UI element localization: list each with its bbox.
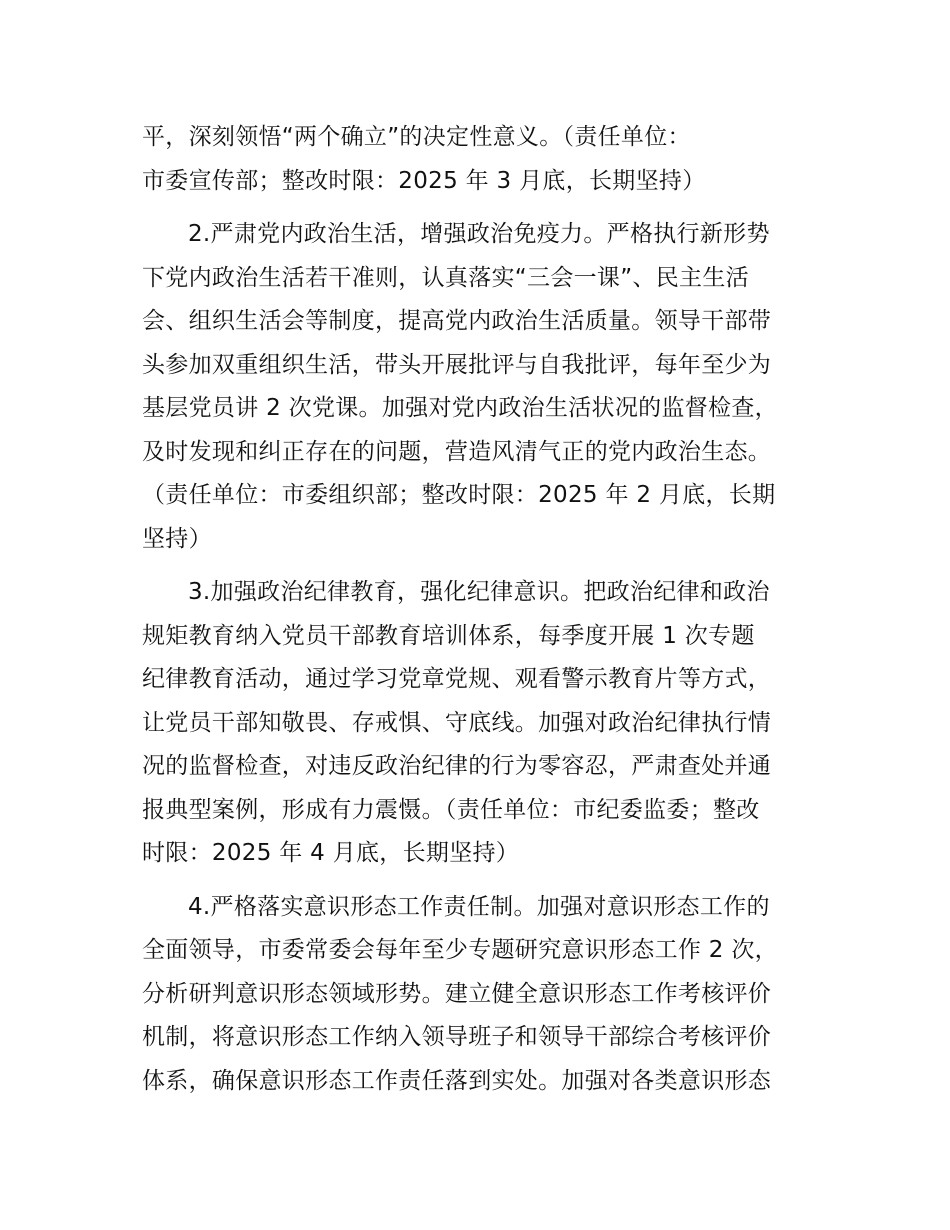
text-line: 规矩教育纳入党员干部教育培训体系，每季度开展 1 次专题 (142, 622, 755, 649)
paragraph-3 (142, 571, 842, 876)
text-line: 平，深刻领悟“两个确立”的决定性意义。（责任单位： (142, 124, 691, 150)
text-line: 坚持） (142, 525, 212, 552)
paragraph-2 (142, 213, 842, 561)
text-line: 报典型案例，形成有力震慑。（责任单位：市纪委监委；整改 (142, 796, 760, 823)
text-line: 让党员干部知敬畏、存戒惧、守底线。加强对政治纪律执行情 (142, 709, 772, 736)
text-line: 头参加双重组织生活，带头开展批评与自我批评，每年至少为 (142, 351, 772, 378)
paragraph-1-continuation (142, 116, 842, 203)
text-line: （责任单位：市委组织部；整改时限：2025 年 2 月底，长期 (142, 482, 776, 508)
text-line: 纪律教育活动，通过学习党章党规、观看警示教育片等方式， (142, 666, 772, 692)
text-line: 会、组织生活会等制度，提高党内政治生活质量。领导干部带 (142, 308, 772, 334)
text-line: 基层党员讲 2 次党课。加强对党内政治生活状况的监督检查， (142, 395, 778, 421)
text-line: 4.严格落实意识形态工作责任制。加强对意识形态工作的 (188, 893, 770, 920)
text-line: 下党内政治生活若干准则，认真落实“三会一课”、民主生活 (142, 264, 749, 291)
text-line: 况的监督检查，对违反政治纪律的行为零容忍，严肃查处并通 (142, 753, 772, 779)
text-line: 市委宣传部；整改时限：2025 年 3 月底，长期坚持） (142, 167, 706, 194)
text-line: 时限：2025 年 4 月底，长期坚持） (142, 840, 520, 866)
text-line: 3.加强政治纪律教育，强化纪律意识。把政治纪律和政治 (188, 579, 770, 605)
text-line: 体系，确保意识形态工作责任落到实处。加强对各类意识形态 (142, 1067, 772, 1094)
text-line: 全面领导，市委常委会每年至少专题研究意识形态工作 2 次， (142, 937, 778, 963)
text-line: 分析研判意识形态领域形势。建立健全意识形态工作考核评价 (142, 980, 772, 1007)
text-line: 及时发现和纠正存在的问题，营造风清气正的党内政治生态。 (142, 438, 772, 465)
text-line: 2.严肃党内政治生活，增强政治免疫力。严格执行新形势 (188, 221, 770, 247)
paragraph-4 (142, 886, 842, 1104)
document-body (142, 116, 842, 1103)
text-line: 机制，将意识形态工作纳入领导班子和领导干部综合考核评价 (142, 1024, 772, 1050)
